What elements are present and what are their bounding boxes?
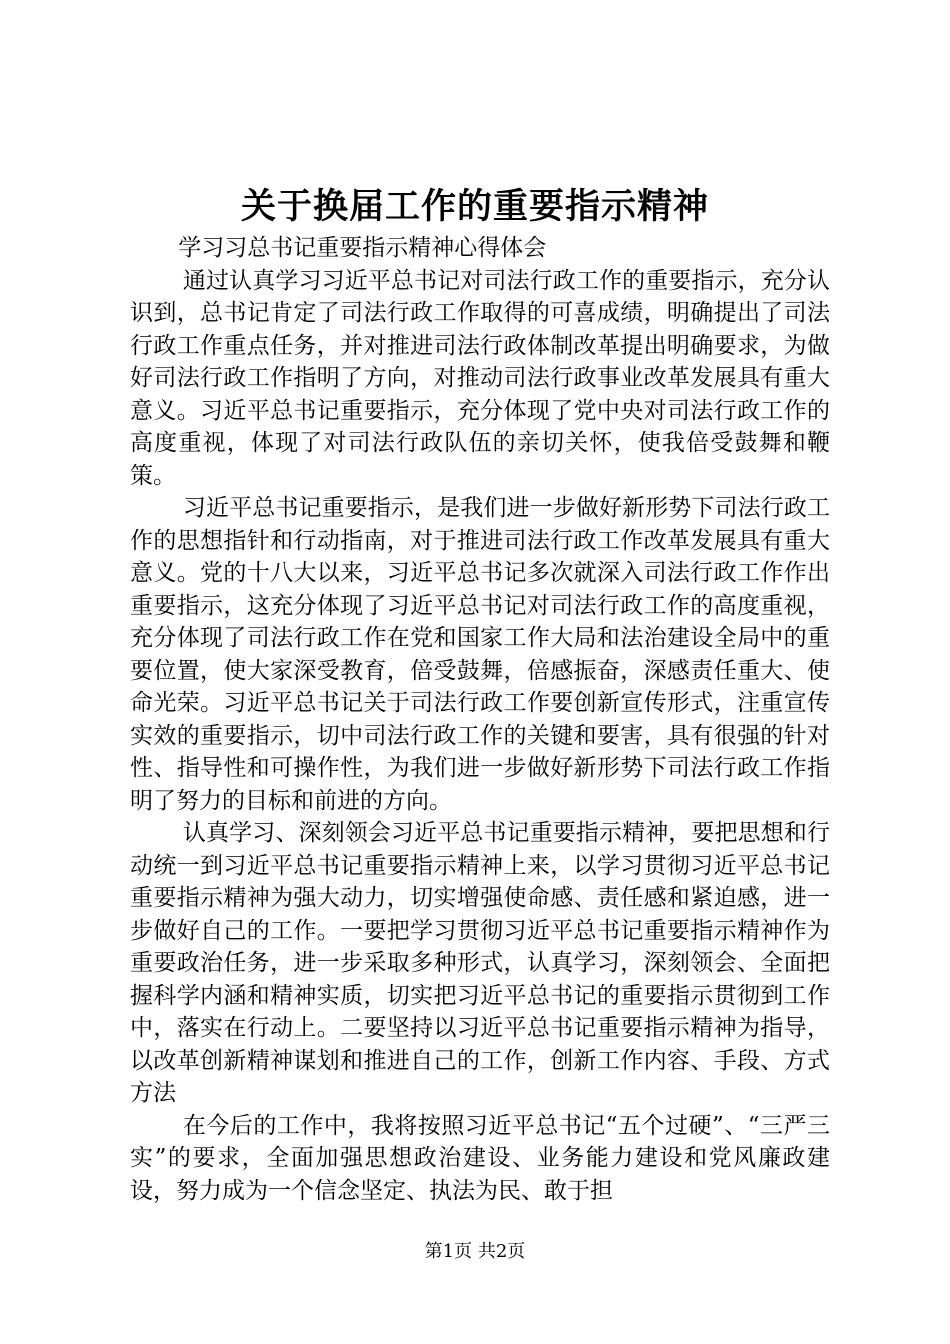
document-body	[130, 232, 830, 1207]
paragraph-1: 通过认真学习习近平总书记对司法行政工作的重要指示，充分认识到，总书记肯定了司法行政工作取得的可喜成绩，明确提出了司法行政工作重点任务，并对推进司法行政体制改革提出明确要求，为做好司法行政工作指明了方向，对推动司法行政事业改革发展具有重大意义。习近平总书记重要指示，充分体现了党中央对司法行政工作的高度重视，体现了对司法行政队伍的亲切关怀，使我倍受鼓舞和鞭策。	[130, 267, 830, 489]
document-title: 关于换届工作的重要指示精神	[240, 186, 709, 227]
paragraph-4: 在今后的工作中，我将按照习近平总书记“五个过硬”、“三严三实”的要求，全面加强思想政治建设、业务能力建设和党风廉政建设，努力成为一个信念坚定、执法为民、敢于担	[130, 1112, 830, 1204]
paragraph-3: 认真学习、深刻领会习近平总书记重要指示精神，要把思想和行动统一到习近平总书记重要指示精神上来，以学习贯彻习近平总书记重要指示精神为强大动力，切实增强使命感、责任感和紧迫感，进一步做好自己的工作。一要把学习贯彻习近平总书记重要指示精神作为重要政治任务，进一步采取多种形式，认真学习，深刻领会、全面把握科学内涵和精神实质，切实把习近平总书记的重要指示贯彻到工作中，落实在行动上。二要坚持以习近平总书记重要指示精神为指导，以改革创新精神谋划和推进自己的工作，创新工作内容、手段、方式方法	[130, 820, 830, 1106]
paragraph-2: 习近平总书记重要指示，是我们进一步做好新形势下司法行政工作的思想指针和行动指南，对于推进司法行政工作改革发展具有重大意义。党的十八大以来，习近平总书记多次就深入司法行政工作作出重要指示，这充分体现了习近平总书记对司法行政工作的高度重视，充分体现了司法行政工作在党和国家工作大局和法治建设全局中的重要位置，使大家深受教育，倍受鼓舞，倍感振奋，深感责任重大、使命光荣。习近平总书记关于司法行政工作要创新宣传形式，注重宣传实效的重要指示，切中司法行政工作的关键和要害，具有很强的针对性、指导性和可操作性，为我们进一步做好新形势下司法行政工作指明了努力的目标和前进的方向。	[130, 495, 830, 814]
page-number-footer: 第1页 共2页	[424, 1241, 526, 1262]
document-subtitle: 学习习总书记重要指示精神心得体会	[178, 235, 547, 261]
